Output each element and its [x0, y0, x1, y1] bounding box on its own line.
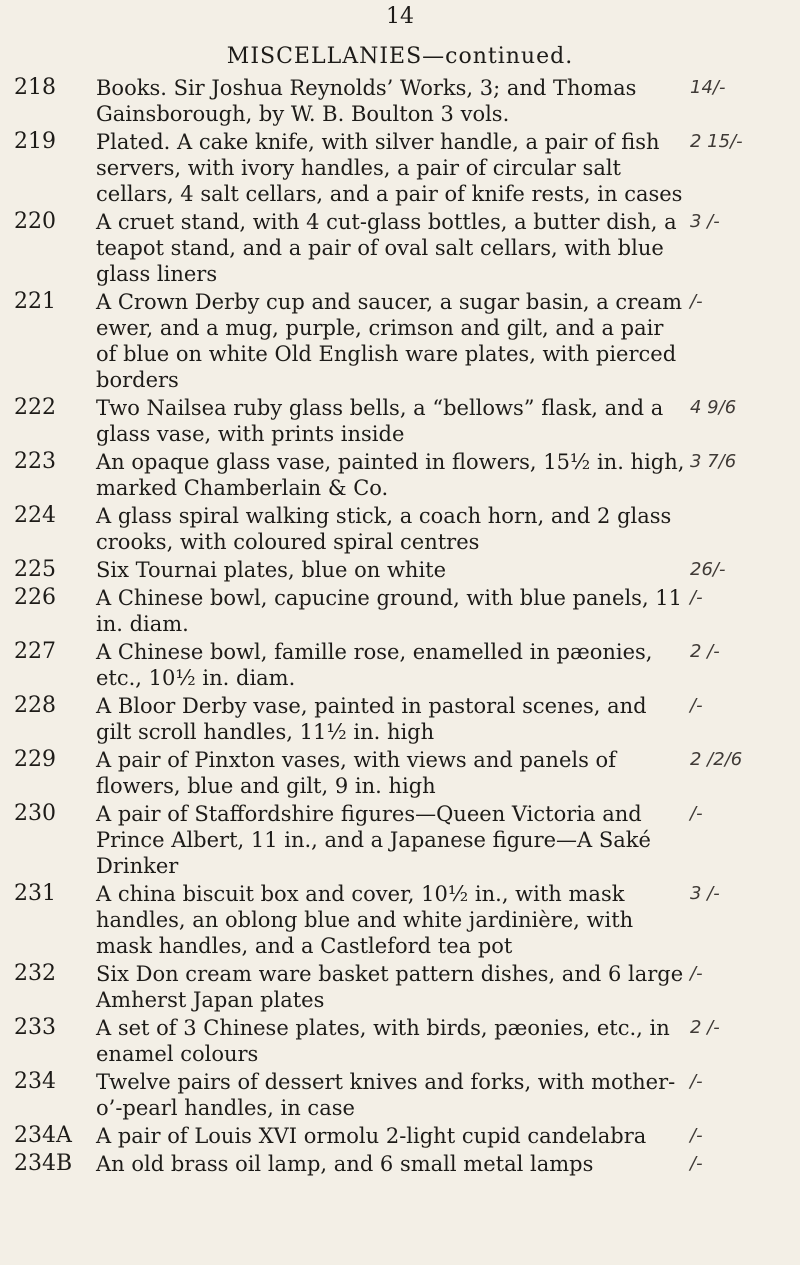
lot-number: 226	[14, 585, 56, 610]
lot-item	[0, 1069, 800, 1121]
handwritten-price: 14/-	[690, 77, 726, 98]
handwritten-price: 2 /-	[690, 641, 720, 662]
lot-item	[0, 1123, 800, 1149]
lot-number: 219	[14, 129, 56, 154]
handwritten-price: 3 /-	[690, 883, 720, 904]
lot-number: 228	[14, 693, 56, 718]
lot-number: 233	[14, 1015, 56, 1040]
lot-item	[0, 1151, 800, 1177]
handwritten-price: 4 9/6	[690, 397, 737, 418]
lot-item	[0, 557, 800, 583]
lot-number: 221	[14, 289, 56, 314]
lot-number: 230	[14, 801, 56, 826]
section-title: MISCELLANIES—continued.	[226, 44, 574, 69]
lot-number: 224	[14, 503, 56, 528]
lot-item	[0, 395, 800, 447]
lot-number: 225	[14, 557, 56, 582]
lot-description: A glass spiral walking stick, a coach horn, and 2 glass crooks, with coloured spiral centres	[96, 504, 672, 554]
lot-item	[0, 129, 800, 207]
lot-description: Six Don cream ware basket pattern dishes, and 6 large Amherst Japan plates	[96, 962, 684, 1012]
handwritten-price: /-	[690, 291, 703, 312]
handwritten-price: /-	[690, 695, 703, 716]
lot-item	[0, 75, 800, 127]
lot-number: 234A	[14, 1123, 72, 1148]
lot-description: Six Tournai plates, blue on white	[96, 558, 447, 582]
lot-item	[0, 639, 800, 691]
handwritten-price: /-	[690, 1071, 703, 1092]
lot-item	[0, 801, 800, 879]
lot-number: 218	[14, 75, 56, 100]
lot-description: A china biscuit box and cover, 10½ in., with mask handles, an oblong blue and white jardinière, with mask handles, and a Castleford tea pot	[96, 882, 634, 958]
lot-item	[0, 693, 800, 745]
handwritten-price: /-	[690, 1125, 703, 1146]
handwritten-price: 2 /-	[690, 1017, 720, 1038]
handwritten-price: /-	[690, 587, 703, 608]
lot-item	[0, 961, 800, 1013]
lot-item	[0, 747, 800, 799]
lot-description: Plated. A cake knife, with silver handle, a pair of fish servers, with ivory handles, a pair of circular salt cellars, 4 salt cellars, and a pair of knife rests, in cases	[96, 130, 683, 206]
lot-number: 220	[14, 209, 56, 234]
lot-number: 229	[14, 747, 56, 772]
lot-description: Two Nailsea ruby glass bells, a “bellows” flask, and a glass vase, with prints inside	[96, 396, 664, 446]
handwritten-price: 2 /2/6	[690, 749, 743, 770]
lot-description: Twelve pairs of dessert knives and forks, with mother-o’-pearl handles, in case	[96, 1070, 676, 1120]
lot-description: An old brass oil lamp, and 6 small metal lamps	[96, 1152, 594, 1176]
lot-item	[0, 1015, 800, 1067]
lot-description: A Chinese bowl, capucine ground, with blue panels, 11 in. diam.	[96, 586, 683, 636]
lot-description: A pair of Louis XVI ormolu 2-light cupid candelabra	[96, 1124, 647, 1148]
lot-item	[0, 503, 800, 555]
lot-number: 234	[14, 1069, 56, 1094]
lot-description: A pair of Pinxton vases, with views and panels of flowers, blue and gilt, 9 in. high	[96, 748, 616, 798]
lot-number: 234B	[14, 1151, 73, 1176]
lot-description: A pair of Staffordshire figures—Queen Victoria and Prince Albert, 11 in., and a Japanese figure—A Saké Drinker	[96, 802, 651, 878]
handwritten-price: 3 /-	[690, 211, 720, 232]
lot-description: A Crown Derby cup and saucer, a sugar basin, a cream ewer, and a mug, purple, crimson and gilt, and a pair of blue on white Old English ware plates, with pierced borders	[96, 290, 683, 392]
lot-item	[0, 881, 800, 959]
handwritten-price: /-	[690, 803, 703, 824]
lot-description: A cruet stand, with 4 cut-glass bottles, a butter dish, a teapot stand, and a pair of oval salt cellars, with blue glass liners	[96, 210, 677, 286]
lot-description: An opaque glass vase, painted in flowers, 15½ in. high, marked Chamberlain & Co.	[96, 450, 685, 500]
lot-number: 227	[14, 639, 56, 664]
lot-description: A Chinese bowl, famille rose, enamelled in pæonies, etc., 10½ in. diam.	[96, 640, 653, 690]
lot-list	[0, 75, 800, 1179]
lot-number: 232	[14, 961, 56, 986]
lot-number: 223	[14, 449, 56, 474]
lot-item	[0, 209, 800, 287]
page-number: 14	[386, 4, 414, 29]
lot-description: A Bloor Derby vase, painted in pastoral scenes, and gilt scroll handles, 11½ in. high	[96, 694, 647, 744]
lot-item	[0, 585, 800, 637]
handwritten-price: /-	[690, 1153, 703, 1174]
handwritten-price: /-	[690, 963, 703, 984]
lot-number: 231	[14, 881, 56, 906]
lot-description: Books. Sir Joshua Reynolds’ Works, 3; and Thomas Gainsborough, by W. B. Boulton 3 vols.	[96, 76, 637, 126]
handwritten-price: 26/-	[690, 559, 726, 580]
handwritten-price: 2 15/-	[690, 131, 743, 152]
lot-description: A set of 3 Chinese plates, with birds, pæonies, etc., in enamel colours	[96, 1016, 670, 1066]
handwritten-price: 3 7/6	[690, 451, 737, 472]
lot-item	[0, 449, 800, 501]
lot-item	[0, 289, 800, 393]
lot-number: 222	[14, 395, 56, 420]
